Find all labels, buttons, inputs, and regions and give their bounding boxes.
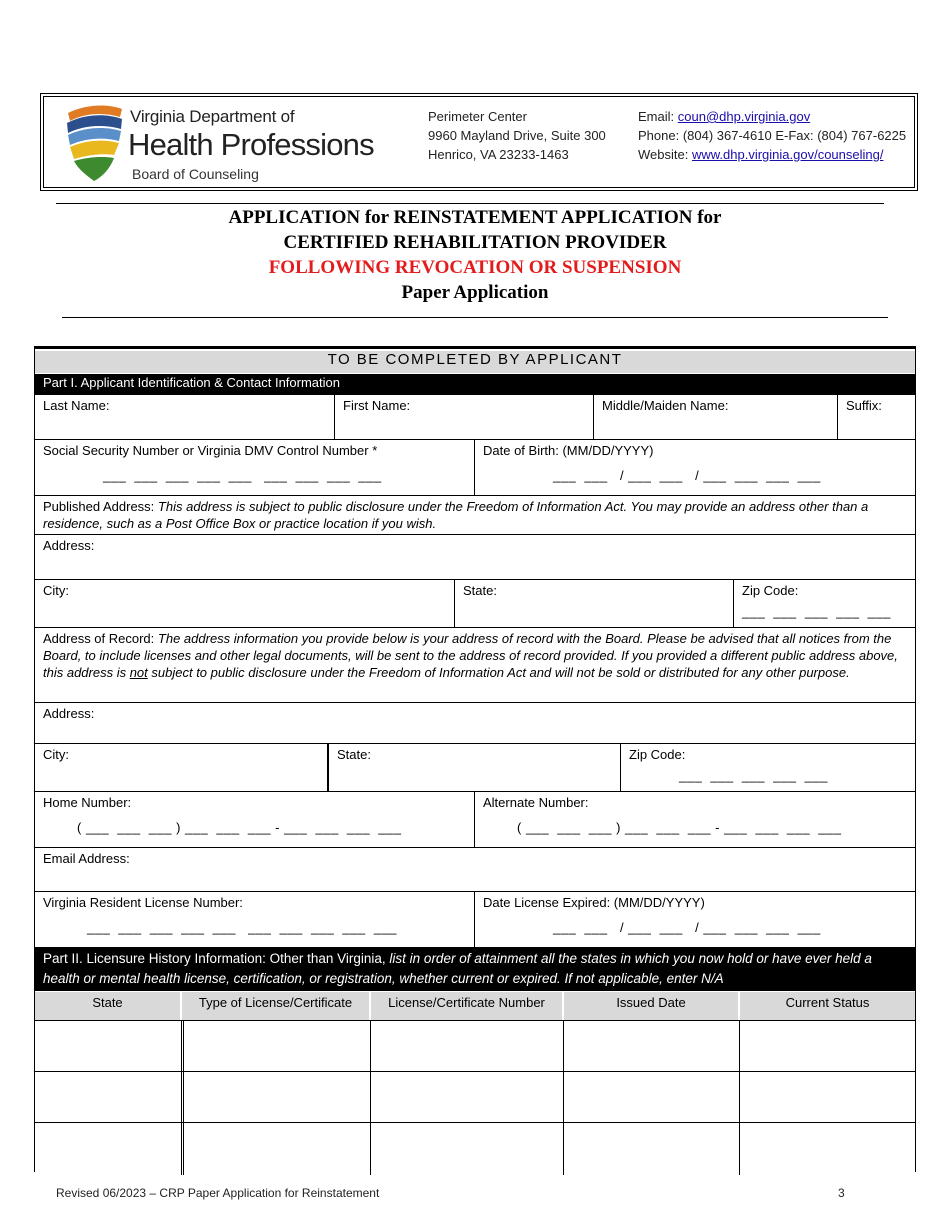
va-license-label: Virginia Resident License Number: <box>43 895 243 910</box>
license-expired-field[interactable] <box>475 892 915 948</box>
record-label: Address of Record: <box>43 631 155 646</box>
record-text-b: subject to public disclosure under the Freedom of Information Act and will not be sold or distributed for any other purpose. <box>147 665 850 680</box>
last-name-field[interactable] <box>35 395 335 440</box>
part2-header <box>35 947 915 991</box>
address-of-record-note <box>35 628 915 703</box>
alternate-number-blank: ( ___ ___ ___ ) ___ ___ ___ - ___ ___ ___ ___ <box>517 820 842 835</box>
state-label: State: <box>463 583 497 598</box>
title-line-3: FOLLOWING REVOCATION OR SUSPENSION <box>268 257 682 278</box>
middle-name-label: Middle/Maiden Name: <box>602 398 729 413</box>
home-number-blank: ( ___ ___ ___ ) ___ ___ ___ - ___ ___ ___ ___ <box>77 820 402 835</box>
published-state-field[interactable] <box>455 580 734 628</box>
suffix-label: Suffix: <box>846 398 882 413</box>
license-expired-blank: ___ ___ / ___ ___ / ___ ___ ___ ___ <box>553 920 821 935</box>
col-state: State <box>35 992 182 1020</box>
part2-title: Part II. Licensure History Information: <box>43 951 266 966</box>
col-license-number: License/Certificate Number <box>371 992 564 1020</box>
first-name-label: First Name: <box>343 398 411 413</box>
home-number-label: Home Number: <box>43 795 132 810</box>
contact-info <box>638 107 906 164</box>
website-line <box>638 145 906 164</box>
zip-label: Zip Code: <box>742 583 799 598</box>
ssn-blank: ___ ___ ___ ___ ___ ___ ___ ___ ___ <box>103 468 382 483</box>
title-line-1: APPLICATION for REINSTATEMENT APPLICATION for <box>228 207 722 228</box>
table-row[interactable] <box>35 1021 915 1071</box>
record-city-field[interactable] <box>35 744 329 792</box>
table-row[interactable] <box>35 1072 915 1122</box>
license-expired-label: Date License Expired: (MM/DD/YYYY) <box>483 895 705 910</box>
record-city-label: City: <box>43 747 69 762</box>
published-address-label: Published Address: <box>43 499 155 514</box>
email-line <box>638 107 906 126</box>
website-label: Website: <box>638 147 689 162</box>
middle-name-field[interactable] <box>594 395 838 440</box>
org-line-3: Board of Counseling <box>132 166 259 182</box>
record-text-not: not <box>129 665 148 680</box>
address-line-1: Perimeter Center <box>428 109 527 124</box>
va-license-field[interactable] <box>35 892 475 948</box>
dob-blank: ___ ___ / ___ ___ / ___ ___ ___ ___ <box>553 468 821 483</box>
dhp-logo <box>64 103 404 187</box>
table-row[interactable] <box>35 1123 915 1175</box>
org-line-2: Health Professions <box>128 127 374 162</box>
address-line-2: 9960 Mayland Drive, Suite 300 <box>428 128 606 143</box>
record-state-label: State: <box>337 747 371 762</box>
record-state-field[interactable] <box>329 744 621 792</box>
dob-field[interactable] <box>475 440 915 496</box>
title-rule-bottom <box>62 317 888 318</box>
record-zip-blank: ___ ___ ___ ___ ___ <box>679 768 828 783</box>
dhp-shield-icon <box>64 103 126 183</box>
title-line-2: CERTIFIED REHABILITATION PROVIDER <box>283 232 667 253</box>
record-text-a: The address information you provide below is your address of record with the Board. Please be advised that all notices from the Board, to include licenses and other legal documents, will be sent to the address of record provided. If you provided a different public address above, this address is <box>43 631 898 680</box>
document-title <box>0 205 950 305</box>
suffix-field[interactable] <box>838 395 915 440</box>
published-address-text: This address is subject to public disclosure under the Freedom of Information Act. You may provide an address other than a residence, such as a Post Office Box or practice location if you wish. <box>43 499 869 531</box>
email-address-field[interactable] <box>35 848 915 892</box>
record-address-field[interactable] <box>35 703 915 744</box>
dob-label: Date of Birth: (MM/DD/YYYY) <box>483 443 654 458</box>
application-form <box>34 346 916 1172</box>
col-license-type: Type of License/Certificate <box>182 992 371 1020</box>
alternate-number-field[interactable] <box>475 792 915 848</box>
ssn-label: Social Security Number or Virginia DMV Control Number * <box>43 443 378 458</box>
part1-header: Part I. Applicant Identification & Contact Information <box>35 374 915 395</box>
ssn-field[interactable] <box>35 440 475 496</box>
published-city-field[interactable] <box>35 580 455 628</box>
revision-footer: Revised 06/2023 – CRP Paper Application for Reinstatement <box>56 1186 380 1200</box>
title-line-4: Paper Application <box>401 282 549 303</box>
col-issued-date: Issued Date <box>564 992 740 1020</box>
record-zip-label: Zip Code: <box>629 747 686 762</box>
letterhead-box <box>40 93 918 191</box>
published-address-field[interactable] <box>35 535 915 580</box>
first-name-field[interactable] <box>335 395 594 440</box>
phone-line: Phone: (804) 367-4610 E-Fax: (804) 767-6225 <box>638 128 907 143</box>
address-line-3: Henrico, VA 23233-1463 <box>428 147 569 162</box>
form-banner: TO BE COMPLETED BY APPLICANT <box>35 351 915 373</box>
record-address-label: Address: <box>43 706 95 721</box>
alternate-number-label: Alternate Number: <box>483 795 589 810</box>
website-link[interactable]: www.dhp.virginia.gov/counseling/ <box>691 147 884 162</box>
part2-plain: Other than Virginia, <box>265 951 390 966</box>
record-zip-field[interactable] <box>621 744 915 792</box>
email-label: Email: <box>638 109 675 124</box>
col-current-status: Current Status <box>740 992 915 1020</box>
zip-blank: ___ ___ ___ ___ ___ <box>742 604 891 619</box>
va-license-blank: ___ ___ ___ ___ ___ ___ ___ ___ ___ ___ <box>87 920 398 935</box>
page-number: 3 <box>838 1186 845 1200</box>
title-rule-top <box>56 203 884 204</box>
published-address-note <box>35 496 915 535</box>
city-label: City: <box>43 583 69 598</box>
published-zip-field[interactable] <box>734 580 915 628</box>
licensure-history-table <box>35 992 915 1175</box>
address-label: Address: <box>43 538 95 553</box>
email-link[interactable]: coun@dhp.virginia.gov <box>677 109 811 124</box>
home-number-field[interactable] <box>35 792 475 848</box>
email-address-label: Email Address: <box>43 851 130 866</box>
letterhead-inner <box>43 96 915 188</box>
mailing-address <box>428 107 606 164</box>
part2-note: list in order of attainment all the states in which you now hold or have ever held a health or mental health license, certification, or registration, whether current or expired. If not applicable, enter N/A <box>43 951 872 986</box>
org-line-1: Virginia Department of <box>130 107 295 126</box>
last-name-label: Last Name: <box>43 398 110 413</box>
